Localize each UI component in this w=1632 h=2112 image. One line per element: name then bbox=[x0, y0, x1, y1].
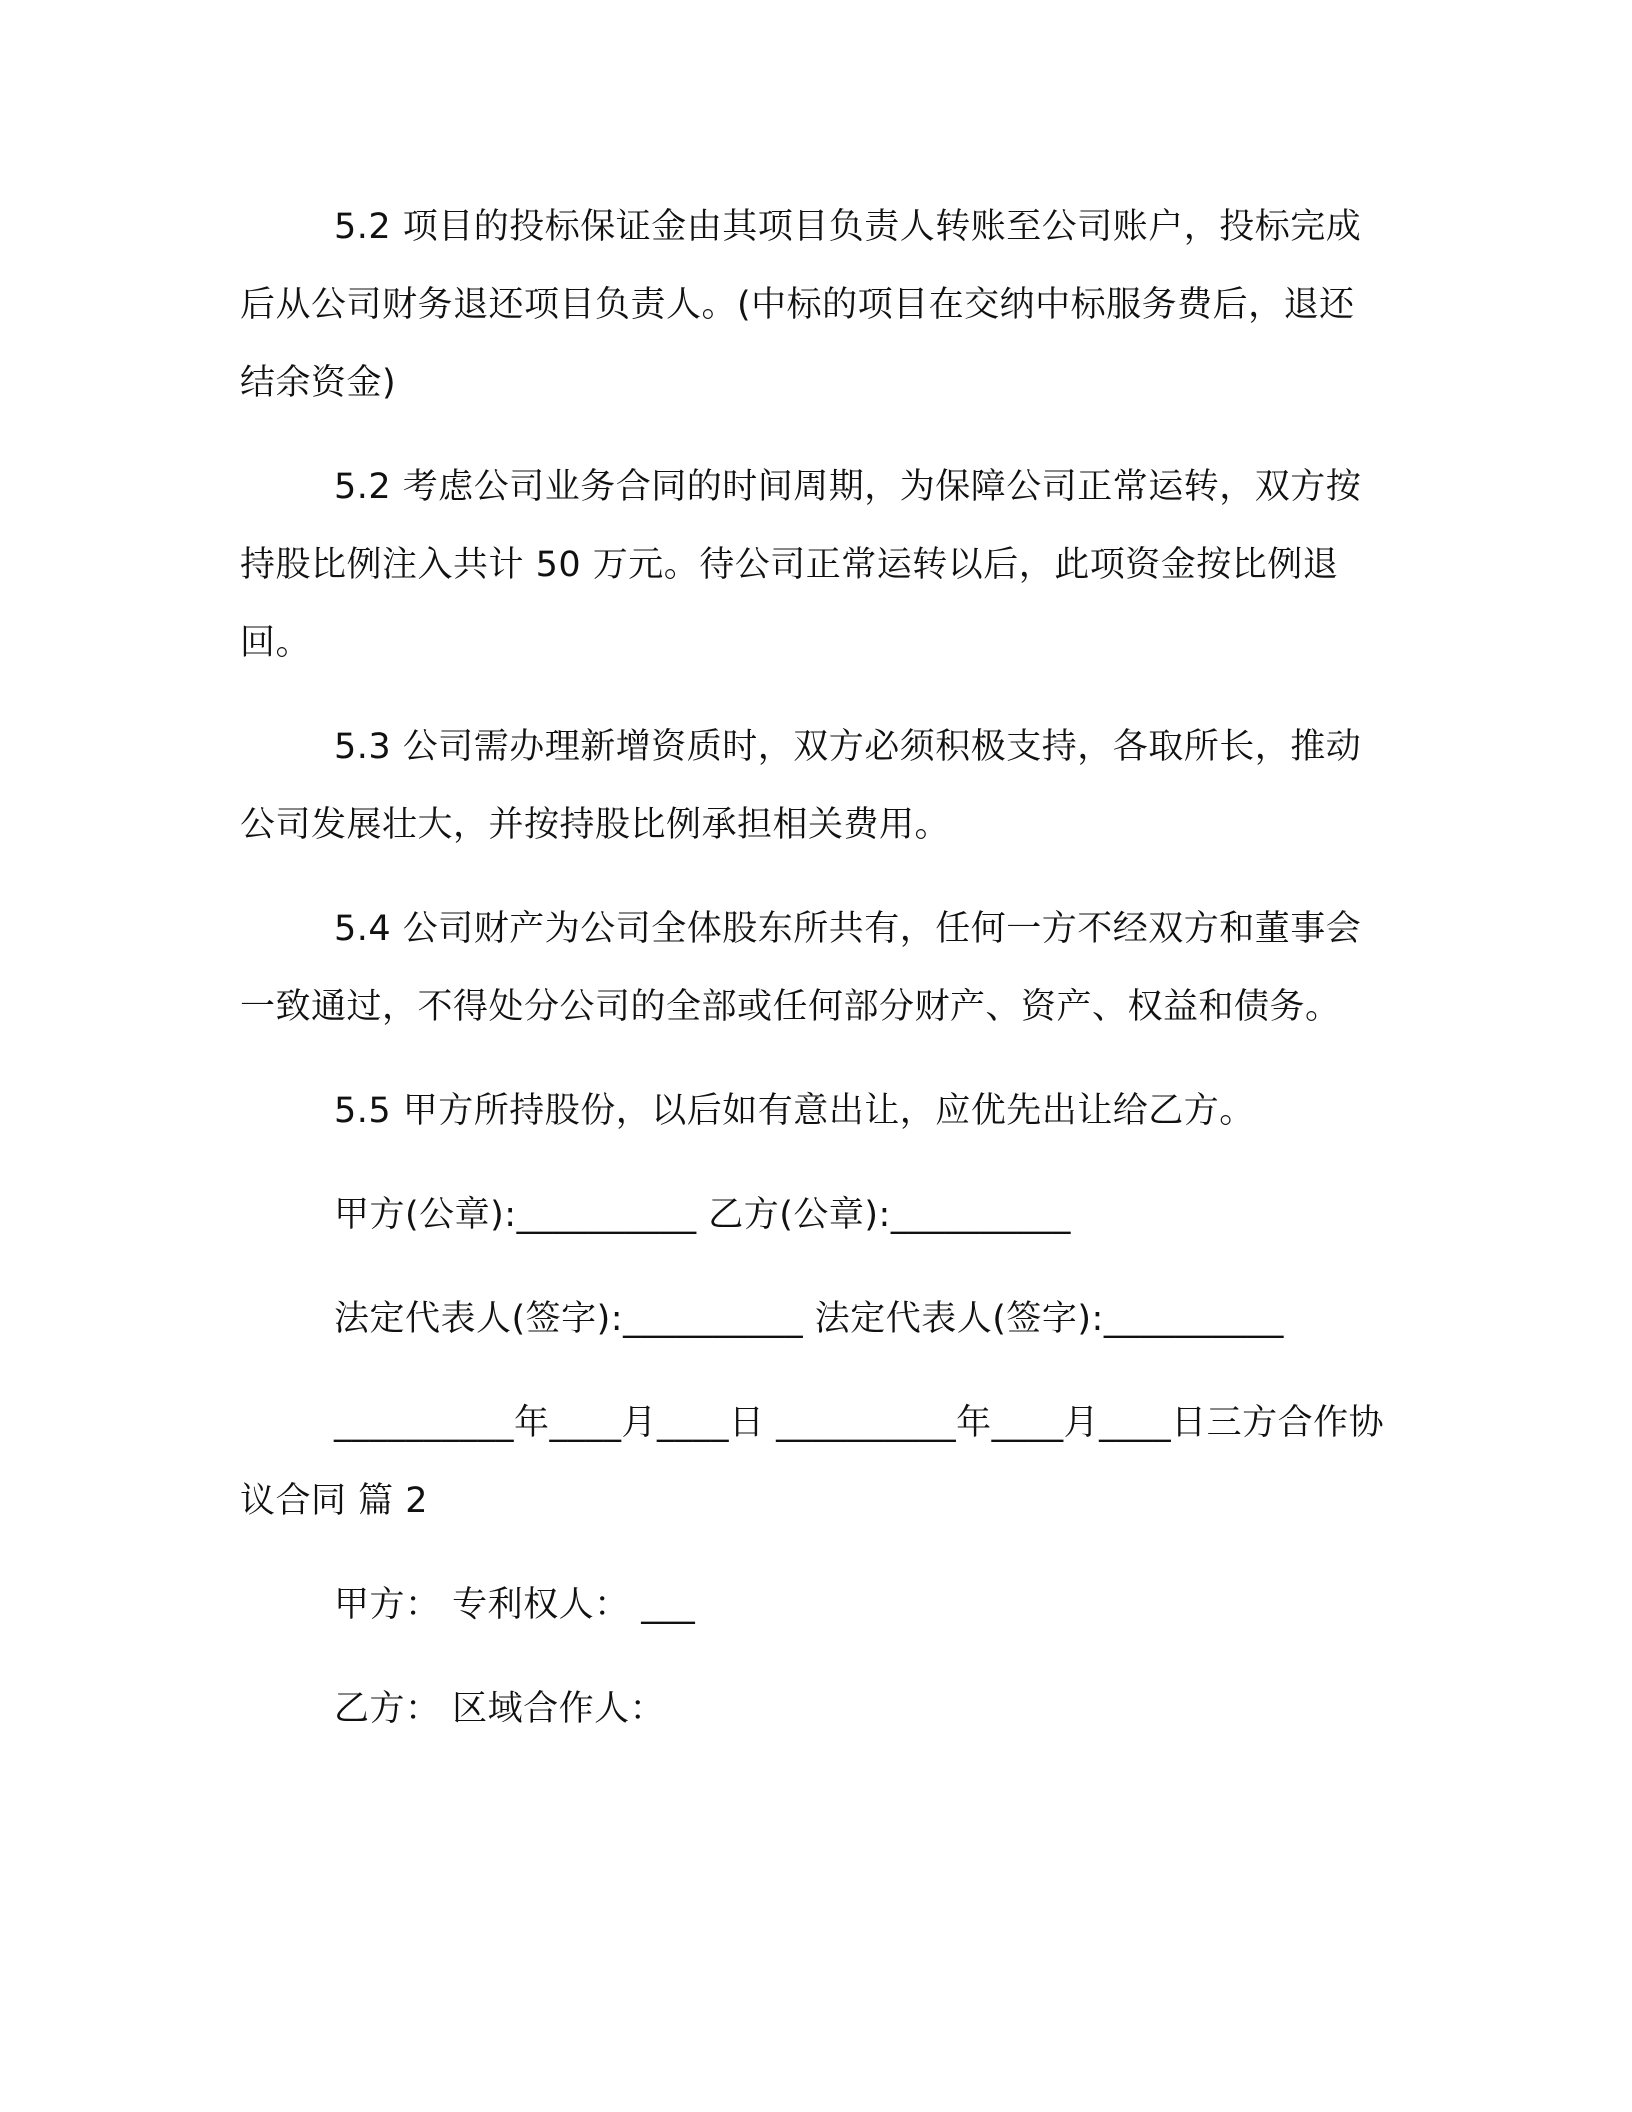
party-b-line: 乙方： 区域合作人： bbox=[334, 1689, 666, 1729]
seal-signature-line: 甲方(公章):__________ 乙方(公章):__________ bbox=[334, 1195, 1071, 1235]
date-line-and-section-heading: __________年____月____日 __________年____月____日三方合作协议合同 篇 2 bbox=[240, 1403, 1385, 1521]
clause-5-2-capital: 5.2 考虑公司业务合同的时间周期，为保障公司正常运转，双方按持股比例注入共计 50 万元。待公司正常运转以后，此项资金按比例退回。 bbox=[240, 467, 1362, 663]
document-body bbox=[240, 188, 1390, 1774]
clause-5-3: 5.3 公司需办理新增资质时，双方必须积极支持，各取所长，推动公司发展壮大，并按持股比例承担相关费用。 bbox=[240, 727, 1362, 845]
representative-signature-line: 法定代表人(签字):__________ 法定代表人(签字):__________ bbox=[334, 1299, 1284, 1339]
clause-5-2-deposit: 5.2 项目的投标保证金由其项目负责人转账至公司账户，投标完成后从公司财务退还项目负责人。(中标的项目在交纳中标服务费后，退还结余资金) bbox=[240, 207, 1362, 403]
clause-5-5: 5.5 甲方所持股份，以后如有意出让，应优先出让给乙方。 bbox=[334, 1091, 1255, 1131]
party-a-line: 甲方： 专利权人： ___ bbox=[334, 1585, 696, 1625]
clause-5-4: 5.4 公司财产为公司全体股东所共有，任何一方不经双方和董事会一致通过，不得处分公司的全部或任何部分财产、资产、权益和债务。 bbox=[240, 909, 1362, 1027]
